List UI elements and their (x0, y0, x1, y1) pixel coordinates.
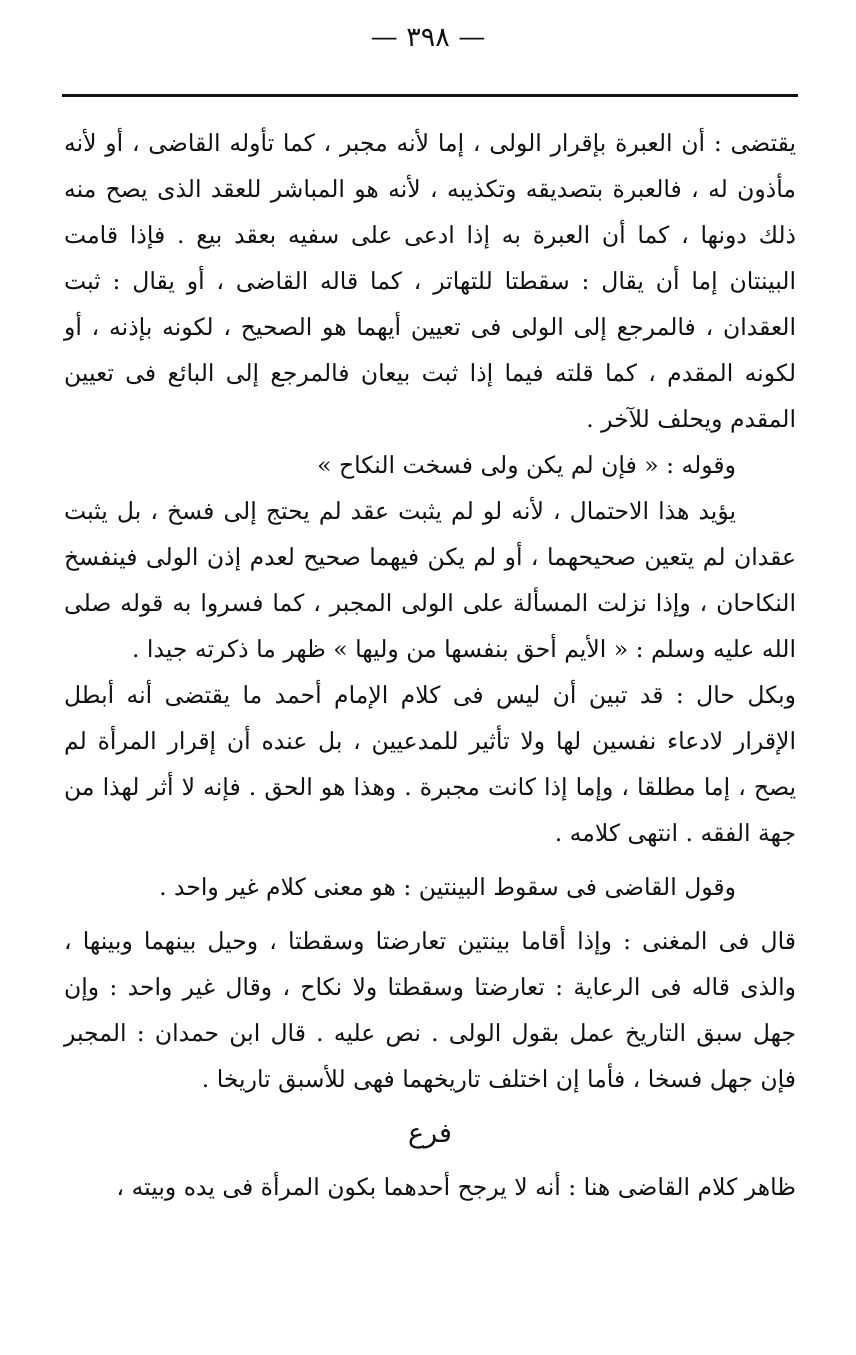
spacer (64, 856, 796, 864)
paragraph-6: قال فى المغنى : وإذا أقاما بينتين تعارضتا وسقطتا ، وحيل بينهما وبينها ، والذى قاله فى الرعاية : تعارضتا وسقطتا ولا نكاح ، وقال غير واحد : وإن جهل سبق التاريخ عمل بقول الولى . نص عليه . قال ابن حمدان : المجبر فإن جهل فسخا ، فأما إن اختلف تاريخهما فهى للأسبق تاريخا . (64, 927, 796, 1093)
paragraph-5: وقول القاضى فى سقوط البينتين : هو معنى كلام غير واحد . (159, 873, 736, 901)
paragraph-3: يؤيد هذا الاحتمال ، لأنه لو لم يثبت عقد لم يحتج إلى فسخ ، بل يثبت عقدان لم يتعين صحيحهما ، أو لم يكن فيهما صحيح لعدم إذن الولى فينفسخ النكاحان ، وإذا نزلت المسألة على الولى المجبر ، كما فسروا به قوله صلى الله عليه وسلم : « الأيم أحق بنفسها من وليها » ظهر ما ذكرته جيدا . (64, 497, 796, 663)
paragraph-2: وقوله : « فإن لم يكن ولى فسخت النكاح » (317, 451, 736, 479)
page-body (64, 120, 796, 1210)
paragraph-1: يقتضى : أن العبرة بإقرار الولى ، إما لأنه مجبر ، كما تأوله القاضى ، أو لأنه مأذون له ، فالعبرة بتصديقه وتكذيبه ، لأنه هو المباشر للعقد الذى يصح منه ذلك دونها ، كما أن العبرة به إذا ادعى على سفيه بعقد بيع . فإذا قامت البينتان إما أن يقال : سقطتا للتهاتر ، كما قاله القاضى ، أو يقال : ثبت العقدان ، فالمرجع إلى الولى فى تعيين أيهما هو الصحيح ، لكونه بإذنه ، أو لكونه المقدم ، كما قلته فيما إذا ثبت بيعان فالمرجع إلى البائع فى تعيين المقدم ويحلف للآخر . (64, 129, 796, 433)
paragraph-4: وبكل حال : قد تبين أن ليس فى كلام الإمام أحمد ما يقتضى أنه أبطل الإقرار لادعاء نفسين لها ولا تأثير للمدعيين ، بل عنده أن إقرار المرأة لم يصح ، إما مطلقا ، وإما إذا كانت مجبرة . وهذا هو الحق . فإنه لا أثر لهذا من جهة الفقه . انتهى كلامه . (64, 681, 796, 847)
section-heading: فرع (408, 1118, 452, 1149)
header-rule (62, 94, 798, 97)
paragraph-7: ظاهر كلام القاضى هنا : أنه لا يرجح أحدهما بكون المرأة فى يده وبيته ، (116, 1173, 796, 1201)
spacer (64, 910, 796, 918)
page-number: — ٣٩٨ — (370, 22, 486, 53)
